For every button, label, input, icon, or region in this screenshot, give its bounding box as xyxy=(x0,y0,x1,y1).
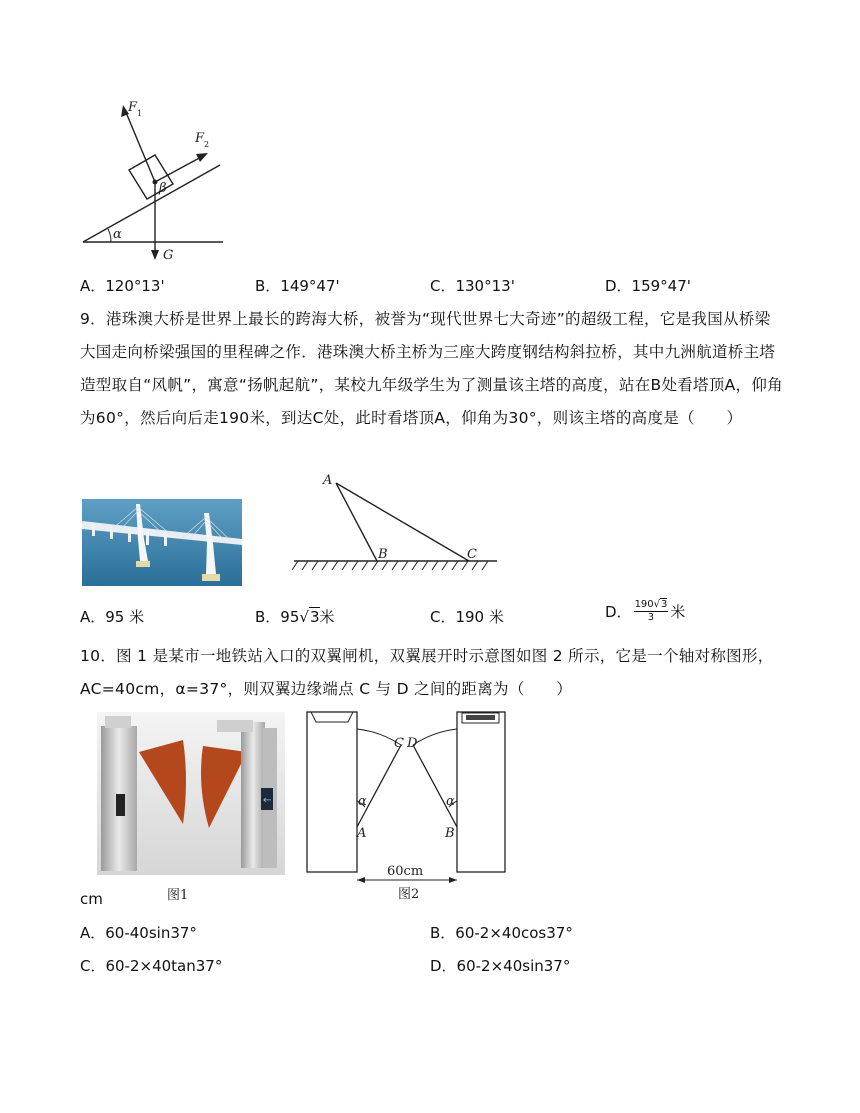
q10-option-a[interactable]: A．60-40sin37° xyxy=(80,924,197,942)
right-wing xyxy=(413,745,457,827)
q9-question-text: 9．港珠澳大桥是世界上最长的跨海大桥，被誉为“现代世界七大奇迹”的超级工程，它是我国从桥梁大国走向桥梁强国的里程碑之作．港珠澳大桥主桥为三座大跨度钢结构斜拉桥，其中九洲航道桥主塔造型取自“风帆”，寓意“扬帆起航”，某校九年级学生为了测量该主塔的高度，站在B处看塔顶A，仰角为60°，然后向后走190米，到达C处，此时看塔顶A，仰角为30°，则该主塔的高度是（ ） xyxy=(80,310,783,427)
svg-text:←: ← xyxy=(263,795,272,806)
q9-option-a[interactable]: A．95 米 xyxy=(80,608,145,626)
figure1-caption xyxy=(165,884,205,904)
beta-label: β xyxy=(159,181,167,196)
point-b-label: B xyxy=(445,826,455,841)
g-arrowhead xyxy=(151,250,159,260)
q10-option-d[interactable]: D．60-2×40sin37° xyxy=(430,957,571,975)
q9-option-c[interactable]: C．190 米 xyxy=(430,608,504,626)
alpha-label: α xyxy=(113,227,122,242)
q9-option-b-unit: 米 xyxy=(319,608,335,626)
radical-sign: √ xyxy=(299,608,309,626)
point-c-label: C xyxy=(467,547,477,562)
q9-option-d-denominator: 3 xyxy=(647,612,655,623)
point-b-label: B xyxy=(378,547,388,562)
triangle-figure xyxy=(292,468,502,580)
q10-option-c[interactable]: C．60-2×40tan37° xyxy=(80,957,223,975)
incline-line xyxy=(83,165,220,242)
dimension-label: 60cm xyxy=(387,864,424,879)
q9-option-d-label: D． xyxy=(605,603,632,621)
q9-option-d-radicand: 3 xyxy=(661,599,668,610)
g-label: G xyxy=(163,248,174,263)
q9-option-d-unit: 米 xyxy=(670,603,686,621)
q9-option-d[interactable] xyxy=(605,599,685,624)
f1-label: F xyxy=(128,100,138,115)
f2-subscript: 2 xyxy=(204,140,210,149)
bridge-photo xyxy=(82,499,242,586)
f2-arrowhead xyxy=(196,153,208,162)
alpha-left-label: α xyxy=(358,794,367,809)
alpha-arc xyxy=(108,229,111,242)
alpha-right-label: α xyxy=(446,794,455,809)
q9-option-d-numerator: 190 xyxy=(634,599,654,610)
q8-option-d[interactable]: D．159°47' xyxy=(605,277,691,295)
point-d-label: D xyxy=(407,736,418,751)
figure2-caption: 图2 xyxy=(398,887,420,902)
q9-option-b-radicand: 3 xyxy=(309,608,320,626)
q9-option-b-label: B．95 xyxy=(255,608,300,626)
point-c-label: C xyxy=(394,736,404,751)
left-wing xyxy=(357,745,401,827)
left-cabinet xyxy=(307,712,357,872)
q10-question-text: 10．图 1 是某市一地铁站入口的双翼闸机，双翼展开时示意图如图 2 所示，它是一个轴对称图形，AC=40cm，α=37°，则双翼边缘端点 C 与 D 之间的距离为（ ） xyxy=(80,647,774,698)
svg-text:图1: 图1 xyxy=(167,888,189,903)
point-a-label: A xyxy=(323,473,333,488)
q8-option-b[interactable]: B．149°47' xyxy=(255,277,340,295)
q10-unit: cm xyxy=(80,890,103,908)
turnstile-schematic xyxy=(305,709,507,904)
turnstile-photo xyxy=(97,712,285,875)
f1-subscript: 1 xyxy=(137,109,143,118)
right-cabinet xyxy=(457,712,505,872)
point-a-label: A xyxy=(357,826,367,841)
f2-label: F xyxy=(195,131,205,146)
q8-option-c[interactable]: C．130°13' xyxy=(430,277,515,295)
force-diagram xyxy=(75,92,235,267)
q10-option-b[interactable]: B．60-2×40cos37° xyxy=(430,924,573,942)
q9-option-b[interactable] xyxy=(255,606,335,627)
q9-option-d-fraction xyxy=(634,599,669,624)
q8-option-a[interactable]: A．120°13' xyxy=(80,277,165,295)
radical-sign: √ xyxy=(653,599,661,610)
